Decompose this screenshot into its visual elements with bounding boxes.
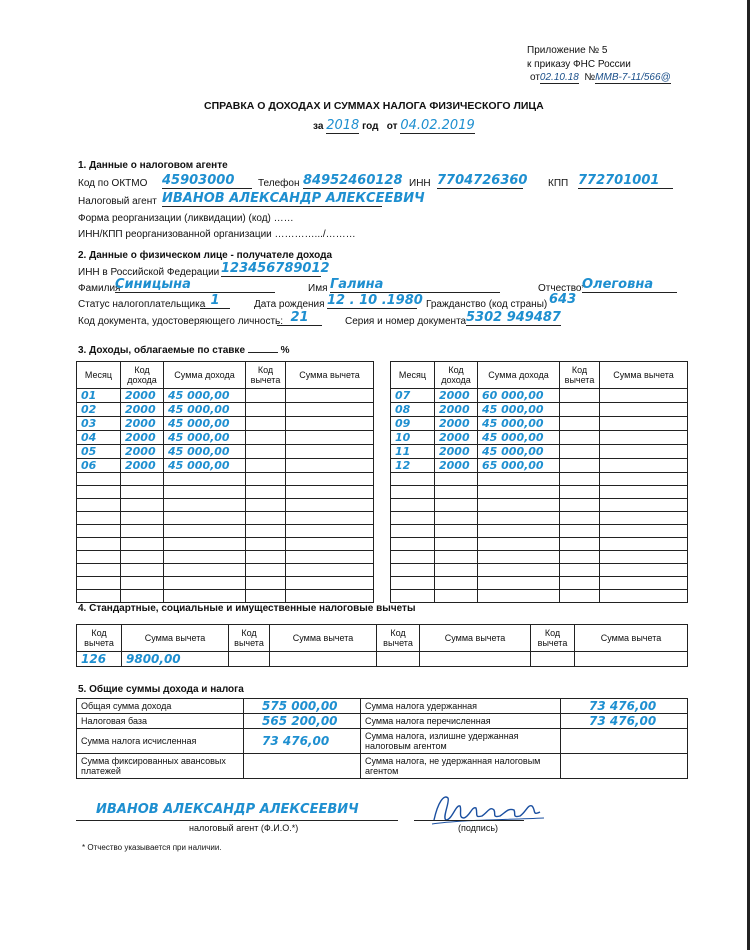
income-header-4: Сумма вычета xyxy=(600,362,688,389)
empty-cell xyxy=(391,577,435,590)
empty-cell xyxy=(121,551,164,564)
table-row xyxy=(391,590,688,603)
empty-cell xyxy=(164,525,246,538)
income-header-3: Код вычета xyxy=(560,362,600,389)
empty-cell xyxy=(478,564,560,577)
birth-value: 12 . 10 .1980 xyxy=(327,293,423,308)
income-code-cell: 2000 xyxy=(121,389,164,403)
agent-inn-label: ИНН xyxy=(409,178,431,189)
month-cell: 05 xyxy=(77,445,121,459)
income-sum-cell: 45 000,00 xyxy=(478,417,560,431)
doc-series-label: Серия и номер документа xyxy=(345,316,467,327)
empty-cell xyxy=(435,499,478,512)
footnote: * Отчество указывается при наличии. xyxy=(82,843,222,852)
table-row xyxy=(77,590,374,603)
empty-cell xyxy=(560,551,600,564)
empty-cell xyxy=(435,577,478,590)
phone-value: 84952460128 xyxy=(303,173,403,188)
empty-cell xyxy=(600,525,688,538)
empty-cell xyxy=(600,431,688,445)
empty-cell xyxy=(435,551,478,564)
name-value: Галина xyxy=(330,277,500,293)
patronymic-value: Олеговна xyxy=(582,277,677,293)
income-sum-cell: 45 000,00 xyxy=(164,389,246,403)
deduction-code-value: 126 xyxy=(77,652,122,667)
income-code-cell: 2000 xyxy=(121,417,164,431)
empty-cell xyxy=(77,473,121,486)
empty-cell xyxy=(246,551,286,564)
income-header-4: Сумма вычета xyxy=(286,362,374,389)
empty-cell xyxy=(164,486,246,499)
empty-cell xyxy=(435,538,478,551)
empty-cell xyxy=(246,499,286,512)
table-row xyxy=(77,551,374,564)
empty-cell xyxy=(600,512,688,525)
empty-cell xyxy=(560,525,600,538)
agent-inn-value: 7704726360 xyxy=(437,173,528,188)
empty-cell xyxy=(246,538,286,551)
empty-cell xyxy=(560,577,600,590)
empty-cell xyxy=(286,403,374,417)
income-code-cell: 2000 xyxy=(435,403,478,417)
empty-cell xyxy=(600,445,688,459)
kpp-value: 772701001 xyxy=(578,173,673,189)
section3-heading-text: 3. Доходы, облагаемые по ставке xyxy=(78,345,246,356)
month-cell: 10 xyxy=(391,431,435,445)
table-row xyxy=(77,525,374,538)
empty-cell xyxy=(560,431,600,445)
empty-cell xyxy=(121,512,164,525)
income-code-cell: 2000 xyxy=(435,445,478,459)
empty-cell xyxy=(600,473,688,486)
empty-cell xyxy=(435,486,478,499)
table-row xyxy=(77,445,374,459)
empty-cell xyxy=(560,445,600,459)
empty-cell xyxy=(600,389,688,403)
income-header-0: Месяц xyxy=(77,362,121,389)
empty-cell xyxy=(164,564,246,577)
fixed-label: Сумма фиксированных авансовых платежей xyxy=(77,754,244,779)
empty-cell xyxy=(164,538,246,551)
empty-cell xyxy=(121,525,164,538)
empty-cell xyxy=(164,499,246,512)
empty-cell xyxy=(77,590,121,603)
empty-cell xyxy=(560,499,600,512)
reorg-inn-label: ИНН/КПП реорганизованной организации ………….../……… xyxy=(78,229,356,240)
deduction-cell xyxy=(531,652,575,667)
income-table-left xyxy=(76,361,374,603)
table-row xyxy=(391,499,688,512)
kpp-label: КПП xyxy=(548,178,569,189)
citizenship-value: 643 xyxy=(549,292,577,307)
empty-cell xyxy=(246,590,286,603)
period-god: год xyxy=(362,121,379,132)
transferred-label: Сумма налога перечисленная xyxy=(361,714,561,729)
table-row xyxy=(391,577,688,590)
appendix-label: Приложение № 5 xyxy=(527,45,608,56)
deduction-code-header: Код вычета xyxy=(377,625,420,652)
income-sum-cell: 45 000,00 xyxy=(164,431,246,445)
table-row xyxy=(77,459,374,473)
empty-cell xyxy=(435,564,478,577)
month-cell: 11 xyxy=(391,445,435,459)
empty-cell xyxy=(560,538,600,551)
excess-label: Сумма налога, излишне удержанная налоговым агентом xyxy=(361,729,561,754)
deduction-sum-value: 9800,00 xyxy=(122,652,229,667)
oktmo-label: Код по ОКТМО xyxy=(78,178,148,189)
deduction-sum-header: Сумма вычета xyxy=(270,625,377,652)
income-sum-cell: 45 000,00 xyxy=(478,431,560,445)
empty-cell xyxy=(77,577,121,590)
deduction-cell xyxy=(270,652,377,667)
number-prefix: № xyxy=(584,72,596,83)
empty-cell xyxy=(478,473,560,486)
empty-cell xyxy=(246,445,286,459)
empty-cell xyxy=(600,486,688,499)
month-cell: 09 xyxy=(391,417,435,431)
period-year: 2018 xyxy=(326,118,360,133)
empty-cell xyxy=(246,389,286,403)
empty-cell xyxy=(246,577,286,590)
income-code-cell: 2000 xyxy=(121,431,164,445)
section1-heading: 1. Данные о налоговом агенте xyxy=(78,160,228,171)
empty-cell xyxy=(286,417,374,431)
empty-cell xyxy=(246,473,286,486)
income-code-cell: 2000 xyxy=(121,403,164,417)
deduction-cell xyxy=(229,652,270,667)
empty-cell xyxy=(478,551,560,564)
period-line xyxy=(313,118,475,133)
empty-cell xyxy=(286,551,374,564)
empty-cell xyxy=(246,431,286,445)
empty-cell xyxy=(600,590,688,603)
person-inn-label: ИНН в Российской Федерации xyxy=(78,267,220,278)
empty-cell xyxy=(391,590,435,603)
oktmo-value: 45903000 xyxy=(162,173,252,189)
empty-cell xyxy=(478,525,560,538)
document-title: СПРАВКА О ДОХОДАХ И СУММАХ НАЛОГА ФИЗИЧЕСКОГО ЛИЦА xyxy=(204,100,544,112)
table-row xyxy=(77,538,374,551)
table-row xyxy=(391,459,688,473)
empty-cell xyxy=(600,499,688,512)
empty-cell xyxy=(246,459,286,473)
month-cell: 01 xyxy=(77,389,121,403)
deduction-sum-header: Сумма вычета xyxy=(420,625,531,652)
empty-cell xyxy=(435,590,478,603)
period-date: 04.02.2019 xyxy=(400,118,475,133)
agent-caption: налоговый агент (Ф.И.О.*) xyxy=(189,823,299,833)
footer-agent-name: ИВАНОВ АЛЕКСАНДР АЛЕКСЕЕВИЧ xyxy=(96,802,359,817)
not-withheld-value xyxy=(561,754,688,779)
fixed-value xyxy=(244,754,361,779)
table-row xyxy=(77,417,374,431)
citizenship-label: Гражданство (код страны) xyxy=(426,299,548,310)
table-row xyxy=(77,389,374,403)
income-sum-cell: 45 000,00 xyxy=(478,403,560,417)
empty-cell xyxy=(121,486,164,499)
empty-cell xyxy=(286,473,374,486)
tax-calc-value: 73 476,00 xyxy=(244,729,361,754)
empty-cell xyxy=(600,551,688,564)
empty-cell xyxy=(560,512,600,525)
income-sum-cell: 45 000,00 xyxy=(164,403,246,417)
empty-cell xyxy=(77,551,121,564)
section4-heading: 4. Стандартные, социальные и имущественные налоговые вычеты xyxy=(78,603,416,614)
empty-cell xyxy=(435,473,478,486)
empty-cell xyxy=(286,431,374,445)
income-code-cell: 2000 xyxy=(435,417,478,431)
person-inn-value: 123456789012 xyxy=(221,261,330,276)
income-header-1: Код дохода xyxy=(121,362,164,389)
empty-cell xyxy=(478,512,560,525)
signature-caption: (подпись) xyxy=(458,823,499,833)
table-row xyxy=(391,538,688,551)
empty-cell xyxy=(286,486,374,499)
deduction-cell xyxy=(575,652,688,667)
income-table-right xyxy=(390,361,688,603)
empty-cell xyxy=(77,486,121,499)
income-code-cell: 2000 xyxy=(121,459,164,473)
empty-cell xyxy=(600,403,688,417)
not-withheld-label: Сумма налога, не удержанная налоговым агентом xyxy=(361,754,561,779)
doc-code-label: Код документа, удостоверяющего личность: xyxy=(78,316,284,327)
empty-cell xyxy=(286,512,374,525)
empty-cell xyxy=(600,577,688,590)
empty-cell xyxy=(478,486,560,499)
excess-value xyxy=(561,729,688,754)
empty-cell xyxy=(478,590,560,603)
empty-cell xyxy=(286,538,374,551)
empty-cell xyxy=(77,538,121,551)
table-row xyxy=(77,564,374,577)
empty-cell xyxy=(164,512,246,525)
empty-cell xyxy=(77,512,121,525)
empty-cell xyxy=(246,512,286,525)
empty-cell xyxy=(246,417,286,431)
empty-cell xyxy=(121,564,164,577)
withheld-label: Сумма налога удержанная xyxy=(361,699,561,714)
income-header-2: Сумма дохода xyxy=(164,362,246,389)
tax-base-value: 565 200,00 xyxy=(244,714,361,729)
surname-label: Фамилия xyxy=(78,283,121,294)
section3-heading xyxy=(78,345,289,356)
month-cell: 07 xyxy=(391,389,435,403)
empty-cell xyxy=(121,473,164,486)
empty-cell xyxy=(391,486,435,499)
percent-sign: % xyxy=(280,345,290,356)
income-sum-cell: 60 000,00 xyxy=(478,389,560,403)
empty-cell xyxy=(560,459,600,473)
table-row xyxy=(391,486,688,499)
name-label: Имя xyxy=(308,283,328,294)
income-sum-cell: 45 000,00 xyxy=(478,445,560,459)
table-row xyxy=(391,473,688,486)
empty-cell xyxy=(435,525,478,538)
table-row xyxy=(77,486,374,499)
empty-cell xyxy=(164,551,246,564)
income-code-cell: 2000 xyxy=(435,431,478,445)
empty-cell xyxy=(560,486,600,499)
totals-table xyxy=(76,698,688,779)
income-sum-cell: 45 000,00 xyxy=(164,445,246,459)
empty-cell xyxy=(246,525,286,538)
month-cell: 08 xyxy=(391,403,435,417)
empty-cell xyxy=(246,486,286,499)
income-sum-cell: 65 000,00 xyxy=(478,459,560,473)
empty-cell xyxy=(560,473,600,486)
empty-cell xyxy=(77,525,121,538)
empty-cell xyxy=(600,459,688,473)
reorg-label: Форма реорганизации (ликвидации) (код) …… xyxy=(78,213,294,224)
empty-cell xyxy=(246,564,286,577)
tax-base-label: Налоговая база xyxy=(77,714,244,729)
month-cell: 03 xyxy=(77,417,121,431)
empty-cell xyxy=(478,577,560,590)
empty-cell xyxy=(286,499,374,512)
table-row xyxy=(391,389,688,403)
section5-heading: 5. Общие суммы дохода и налога xyxy=(78,684,244,695)
empty-cell xyxy=(164,577,246,590)
empty-cell xyxy=(478,538,560,551)
table-row xyxy=(77,431,374,445)
empty-cell xyxy=(600,564,688,577)
agent-label: Налоговый агент xyxy=(78,196,157,207)
table-row xyxy=(77,403,374,417)
empty-cell xyxy=(391,499,435,512)
empty-cell xyxy=(121,538,164,551)
empty-cell xyxy=(286,577,374,590)
empty-cell xyxy=(286,564,374,577)
section2-heading: 2. Данные о физическом лице - получателе дохода xyxy=(78,250,333,261)
deduction-cell xyxy=(420,652,531,667)
table-row xyxy=(391,551,688,564)
empty-cell xyxy=(164,590,246,603)
total-income-label: Общая сумма дохода xyxy=(77,699,244,714)
income-header-0: Месяц xyxy=(391,362,435,389)
surname-value: Синицына xyxy=(115,277,275,293)
withheld-value: 73 476,00 xyxy=(561,699,688,714)
income-header-3: Код вычета xyxy=(246,362,286,389)
month-cell: 06 xyxy=(77,459,121,473)
income-header-2: Сумма дохода xyxy=(478,362,560,389)
phone-label: Телефон xyxy=(258,178,300,189)
empty-cell xyxy=(391,525,435,538)
empty-cell xyxy=(286,590,374,603)
order-number: ММВ-7-11/566@ xyxy=(595,72,671,83)
table-row xyxy=(77,473,374,486)
month-cell: 02 xyxy=(77,403,121,417)
empty-cell xyxy=(246,403,286,417)
empty-cell xyxy=(435,512,478,525)
empty-cell xyxy=(121,577,164,590)
empty-cell xyxy=(560,564,600,577)
empty-cell xyxy=(121,499,164,512)
table-row xyxy=(391,417,688,431)
empty-cell xyxy=(391,473,435,486)
table-row xyxy=(391,403,688,417)
table-row xyxy=(391,431,688,445)
empty-cell xyxy=(391,564,435,577)
table-row xyxy=(391,564,688,577)
income-code-cell: 2000 xyxy=(435,459,478,473)
agent-name-line xyxy=(76,820,398,821)
signature-line xyxy=(414,820,524,821)
transferred-value: 73 476,00 xyxy=(561,714,688,729)
empty-cell xyxy=(286,459,374,473)
empty-cell xyxy=(286,389,374,403)
empty-cell xyxy=(164,473,246,486)
order-ref xyxy=(530,72,671,83)
table-row xyxy=(77,512,374,525)
deduction-sum-header: Сумма вычета xyxy=(575,625,688,652)
empty-cell xyxy=(600,538,688,551)
patronymic-label: Отчество* xyxy=(538,283,586,294)
empty-cell xyxy=(560,590,600,603)
status-label: Статус налогоплательщика xyxy=(78,299,206,310)
income-sum-cell: 45 000,00 xyxy=(164,459,246,473)
empty-cell xyxy=(77,499,121,512)
period-za: за xyxy=(313,121,324,132)
empty-cell xyxy=(600,417,688,431)
order-date: 02.10.18 xyxy=(539,72,579,83)
deduction-code-header: Код вычета xyxy=(531,625,575,652)
empty-cell xyxy=(560,389,600,403)
birth-label: Дата рождения xyxy=(254,299,325,310)
doc-code-value: 21 xyxy=(277,310,322,326)
income-code-cell: 2000 xyxy=(435,389,478,403)
tax-calc-label: Сумма налога исчисленная xyxy=(77,729,244,754)
income-header-1: Код дохода xyxy=(435,362,478,389)
empty-cell xyxy=(391,538,435,551)
table-row xyxy=(391,512,688,525)
deduction-cell xyxy=(377,652,420,667)
from-prefix: от xyxy=(530,72,540,83)
table-row xyxy=(391,525,688,538)
month-cell: 04 xyxy=(77,431,121,445)
month-cell: 12 xyxy=(391,459,435,473)
deduction-code-header: Код вычета xyxy=(77,625,122,652)
empty-cell xyxy=(391,551,435,564)
table-row xyxy=(77,577,374,590)
empty-cell xyxy=(121,590,164,603)
empty-cell xyxy=(560,417,600,431)
period-ot: от xyxy=(386,121,398,132)
table-row xyxy=(391,445,688,459)
empty-cell xyxy=(286,525,374,538)
doc-series-value: 5302 949487 xyxy=(466,310,561,325)
deduction-code-header: Код вычета xyxy=(229,625,270,652)
income-code-cell: 2000 xyxy=(121,445,164,459)
deduction-sum-header: Сумма вычета xyxy=(122,625,229,652)
empty-cell xyxy=(391,512,435,525)
agent-value: ИВАНОВ АЛЕКСАНДР АЛЕКСЕЕВИЧ xyxy=(162,191,425,206)
table-row xyxy=(77,499,374,512)
total-income-value: 575 000,00 xyxy=(244,699,361,714)
deductions-table xyxy=(76,624,688,667)
empty-cell xyxy=(560,403,600,417)
order-label: к приказу ФНС России xyxy=(527,59,631,70)
empty-cell xyxy=(478,499,560,512)
income-sum-cell: 45 000,00 xyxy=(164,417,246,431)
empty-cell xyxy=(286,445,374,459)
status-value: 1 xyxy=(200,293,230,309)
empty-cell xyxy=(77,564,121,577)
